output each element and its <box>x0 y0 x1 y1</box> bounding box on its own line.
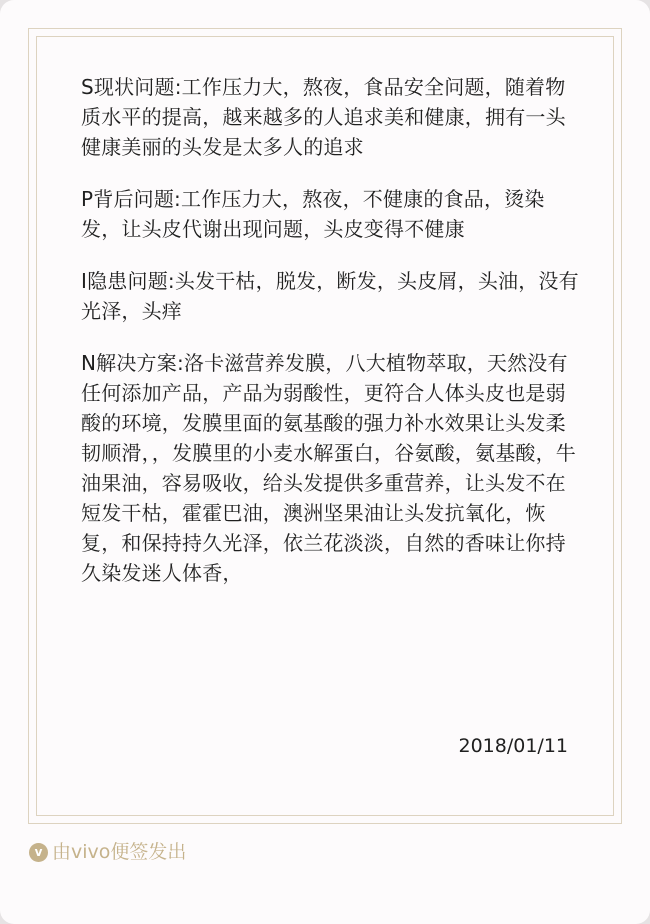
footer-text: 由vivo便签发出 <box>52 841 187 863</box>
note-body <box>81 72 581 610</box>
paragraph-problem: P背后问题:工作压力大，熬夜，不健康的食品，烫染发，让头皮代谢出现问题，头皮变得不健康 <box>81 187 545 241</box>
note-date: 2018/01/11 <box>458 735 568 757</box>
footer-attribution <box>29 838 186 866</box>
paragraph-need-payoff: N解决方案:洛卡滋营养发膜，八大植物萃取，天然没有任何添加产品，产品为弱酸性，更符合人体头皮也是弱酸的环境，发膜里面的氨基酸的强力补水效果让头发柔韧顺滑，，发膜里的小麦水解蛋白，谷氨酸，氨基酸，牛油果油，容易吸收，给头发提供多重营养，让头发不在短发干枯，霍霍巴油，澳洲坚果油让头发抗氧化，恢复，和保持持久光泽，依兰花淡淡，自然的香味让你持久染发迷人体香， <box>81 351 576 585</box>
paragraph-situation: S现状问题:工作压力大，熬夜，食品安全问题，随着物质水平的提高，越来越多的人追求美和健康，拥有一头健康美丽的头发是太多人的追求 <box>81 75 566 159</box>
paragraph-implication: I隐患问题:头发干枯，脱发，断发，头皮屑，头油，没有光泽，头痒 <box>81 269 579 323</box>
vivo-v-icon: v <box>29 843 48 862</box>
